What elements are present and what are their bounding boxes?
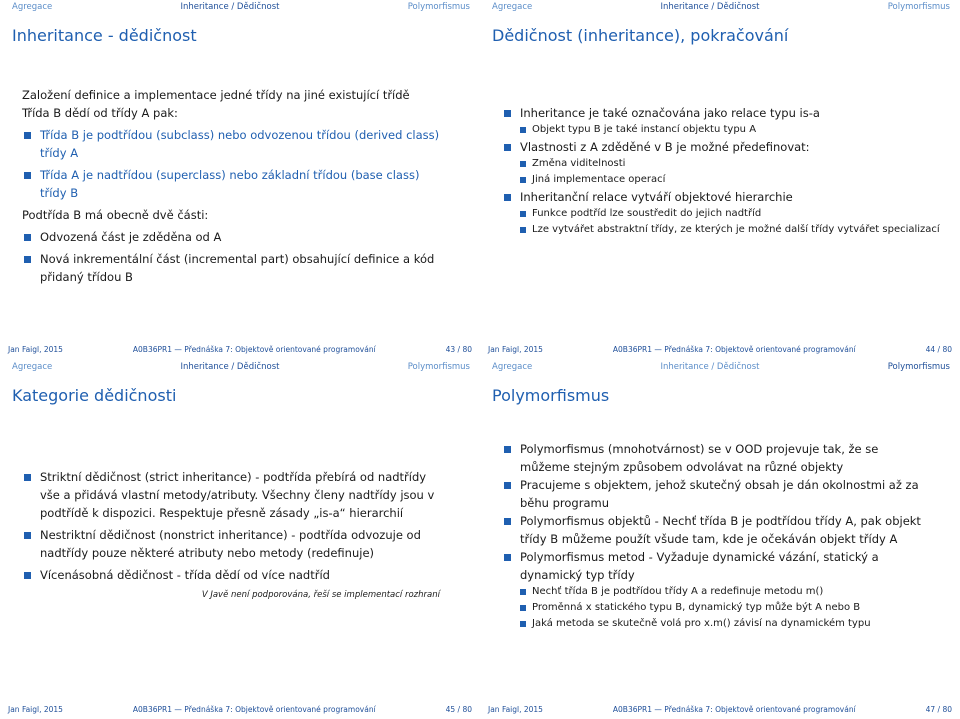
footer-course: A0B36PR1 — Přednáška 7: Objektově orientované programování — [132, 704, 376, 714]
footer-page: 43 / 80 — [445, 344, 472, 354]
slide-title: Kategorie dědičnosti — [12, 386, 177, 405]
slide-body — [502, 440, 930, 632]
sub-bullet-item: Lze vytvářet abstraktní třídy, ze kterých je možné další třídy vytvářet specializací — [502, 222, 940, 238]
bullet-item: Polymorfismus metod - Vyžaduje dynamické vázání, statický a dynamický typ třídy — [502, 548, 930, 584]
footer-page: 44 / 80 — [925, 344, 952, 354]
bullet-item: Pracujeme s objektem, jehož skutečný obsah je dán okolnostmi až za běhu programu — [502, 476, 930, 512]
slide-44 — [480, 0, 960, 359]
bullet-item: Polymorfismus (mnohotvárnost) se v OOD projevuje tak, že se můžeme stejným způsobem odvolávat na různé objekty — [502, 440, 930, 476]
nav-polymorfismus-link[interactable]: Polymorfismus — [407, 362, 470, 372]
bullet-item: Třída B je podtřídou (subclass) nebo odvozenou třídou (derived class) třídy A — [22, 126, 440, 162]
paragraph: Podtřída B má obecně dvě části: — [22, 208, 209, 222]
footer-course: A0B36PR1 — Přednáška 7: Objektově orientované programování — [132, 344, 376, 354]
slide-45 — [0, 360, 480, 719]
sub-bullet-item: Nechť třída B je podtřídou třídy A a redefinuje metodu m() — [502, 584, 930, 600]
sub-bullet-item: Proměnná x statického typu B, dynamický typ může být A nebo B — [502, 600, 930, 616]
footer-page: 47 / 80 — [925, 704, 952, 714]
footer-author: Jan Faigl, 2015 — [8, 344, 63, 354]
sub-bullet-item: Objekt typu B je také instancí objektu typu A — [502, 122, 940, 138]
slide-title: Inheritance - dědičnost — [12, 26, 197, 45]
nav-polymorfismus-link[interactable]: Polymorfismus — [887, 362, 950, 372]
slide-title: Polymorfismus — [492, 386, 610, 405]
footnote: V Javě není podporována, řeší se implementací rozhraní — [201, 590, 440, 600]
nav-agregace-link[interactable]: Agregace — [12, 2, 53, 12]
slide-body — [22, 468, 440, 604]
sub-bullet-item: Změna viditelnosti — [502, 156, 940, 172]
nav-polymorfismus-link[interactable]: Polymorfismus — [407, 2, 470, 12]
nav-polymorfismus-link[interactable]: Polymorfismus — [887, 2, 950, 12]
slide-nav — [480, 0, 960, 14]
bullet-item: Striktní dědičnost (strict inheritance) - podtřída přebírá od nadtřídy vše a přidává vlastní metody/atributy. Všechny členy nadtřídy jsou v podtřídě k dispozici. Respektuje přesně zásady „is-a“ hierarchií — [22, 468, 440, 522]
bullet-item: Inheritanční relace vytváří objektové hierarchie — [502, 188, 940, 206]
footer-author: Jan Faigl, 2015 — [488, 704, 543, 714]
nav-agregace-link[interactable]: Agregace — [492, 2, 533, 12]
nav-agregace-link[interactable]: Agregace — [492, 362, 533, 372]
slide-nav — [0, 0, 480, 14]
slide-43 — [0, 0, 480, 359]
slide-footer — [0, 343, 480, 355]
footer-author: Jan Faigl, 2015 — [488, 344, 543, 354]
bullet-item: Vlastnosti z A zděděné v B je možné předefinovat: — [502, 138, 940, 156]
slide-title: Dědičnost (inheritance), pokračování — [492, 26, 789, 45]
slide-footer — [480, 703, 960, 715]
bullet-item: Třída A je nadtřídou (superclass) nebo základní třídou (base class) třídy B — [22, 166, 440, 202]
bullet-item: Inheritance je také označována jako relace typu is-a — [502, 104, 940, 122]
nav-inheritance-link[interactable]: Inheritance / Dědičnost — [180, 2, 280, 12]
slide-footer — [0, 703, 480, 715]
slide-footer — [480, 343, 960, 355]
slide-nav — [0, 360, 480, 374]
bullet-item: Vícenásobná dědičnost - třída dědí od více nadtříd — [22, 566, 440, 584]
nav-inheritance-link[interactable]: Inheritance / Dědičnost — [180, 362, 280, 372]
nav-inheritance-link[interactable]: Inheritance / Dědičnost — [660, 362, 760, 372]
sub-bullet-item: Funkce podtříd lze soustředit do jejich nadtříd — [502, 206, 940, 222]
footer-page: 45 / 80 — [445, 704, 472, 714]
bullet-item: Nestriktní dědičnost (nonstrict inheritance) - podtřída odvozuje od nadtřídy pouze některé atributy nebo metody (redefinuje) — [22, 526, 440, 562]
bullet-item: Polymorfismus objektů - Nechť třída B je podtřídou třídy A, pak objekt třídy B můžeme použít všude tam, kde je očekáván objekt třídy A — [502, 512, 930, 548]
footer-author: Jan Faigl, 2015 — [8, 704, 63, 714]
bullet-item: Nová inkrementální část (incremental part) obsahující definice a kód přidaný třídou B — [22, 250, 440, 286]
nav-inheritance-link[interactable]: Inheritance / Dědičnost — [660, 2, 760, 12]
paragraph: Založení definice a implementace jedné třídy na jiné existující třídě — [22, 88, 410, 102]
sub-bullet-item: Jiná implementace operací — [502, 172, 940, 188]
footer-course: A0B36PR1 — Přednáška 7: Objektově orientované programování — [612, 704, 856, 714]
slide-body — [22, 86, 440, 286]
slide-body — [502, 104, 940, 238]
sub-bullet-item: Jaká metoda se skutečně volá pro x.m() závisí na dynamickém typu — [502, 616, 930, 632]
nav-agregace-link[interactable]: Agregace — [12, 362, 53, 372]
slide-47 — [480, 360, 960, 719]
paragraph: Třída B dědí od třídy A pak: — [22, 106, 178, 120]
footer-course: A0B36PR1 — Přednáška 7: Objektově orientované programování — [612, 344, 856, 354]
slide-nav — [480, 360, 960, 374]
bullet-item: Odvozená část je zděděna od A — [22, 228, 440, 246]
